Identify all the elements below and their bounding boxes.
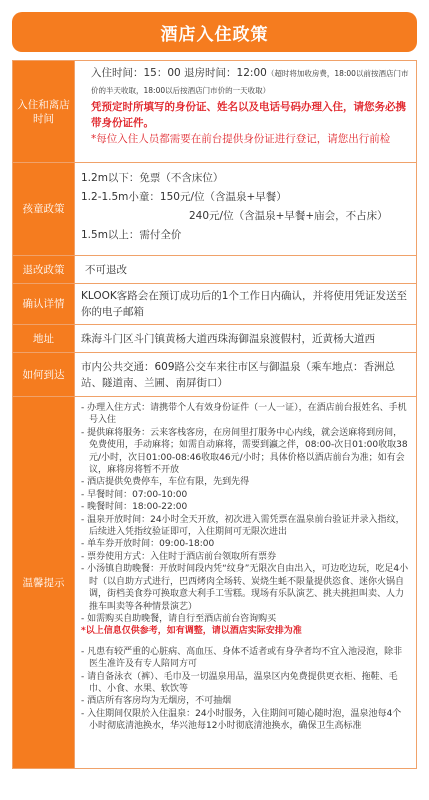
row-checkin xyxy=(13,61,416,162)
tip-item: - 请自备泳衣（裤）、毛巾及一切温泉用品，温泉区内免费提供更衣柜、拖鞋、毛巾、小食、水果、软饮等 xyxy=(81,671,398,694)
value-address: 珠海斗门区斗门镇黄杨大道西珠海御温泉渡假村，近黄杨大道西 xyxy=(81,333,375,345)
tip-item: - 晚餐时间：18:00-22:00 xyxy=(81,502,188,513)
value-route: 市内公共交通：609路公交车来往市区与御温泉（乘车地点：香洲总站、隧道南、兰圃、南屏街口） xyxy=(81,361,396,389)
label-route: 如何到达 xyxy=(13,353,75,396)
tip-item: - 酒店提供免费停车，车位有限，先到先得 xyxy=(81,477,250,488)
tip-item: - 早餐时间：07:00-10:00 xyxy=(81,489,188,500)
value-tips xyxy=(75,397,416,768)
label-address: 地址 xyxy=(13,325,75,352)
checkin-id-note: *每位入住人员都需要在前台提供身份证进行登记，请您出行前检 xyxy=(91,133,391,145)
label-child: 孩童政策 xyxy=(13,163,75,255)
value-child xyxy=(75,163,416,255)
value-checkin xyxy=(75,61,416,162)
label-checkin: 入住和离店时间 xyxy=(13,61,75,162)
row-route xyxy=(13,352,416,396)
tips-red-note: *以上信息仅供参考，如有调整，请以酒店实际安排为准 xyxy=(81,626,302,637)
child-line-2: 1.2-1.5m小童：150元/位（含温泉+早餐） xyxy=(81,191,287,203)
tip-item: - 提供麻将服务：云来客栈客房，在房间里打服务中心内线，就会送麻将到房间，免费使用，手动麻将；如需自动麻将，需要到瀛之伴，08:00-次日01:00收取38元/小时，次日01:00-08:46收取46元/小时；具体价格以酒店前台为准；如有会议，麻将房将暂不开放 xyxy=(81,427,408,476)
row-address xyxy=(13,324,416,352)
checkin-time-note: （超时将加收房费，18:00以前按酒店门市价的半天收取，18:00以后按酒店门市价的一天收取） xyxy=(91,69,409,95)
page-title: 酒店入住政策 xyxy=(12,12,417,52)
label-confirm: 确认详情 xyxy=(13,284,75,324)
tip-item: - 入住期间仅限於入住温泉：24小时服务，入住期间可随心随时泡，温泉池每4个小时彻底清池换水，华兴池每12小时彻底清池换水，确保卫生高标准 xyxy=(81,708,402,732)
tip-item: - 单车券开放时间：09:00-18:00 xyxy=(81,539,215,550)
tip-item: - 票券使用方式：入住时于酒店前台领取所有票券 xyxy=(81,551,277,562)
label-tips: 温馨提示 xyxy=(13,397,75,768)
tip-item: - 办理入住方式：请携带个人有效身份证件（一人一证），在酒店前台报姓名、手机号入住 xyxy=(81,403,407,426)
checkin-time: 入住时间：15：00 退房时间：12:00 xyxy=(91,67,267,79)
value-confirm: KLOOK客路会在预订成功后的1个工作日内确认，并将使用凭证发送至你的电子邮箱 xyxy=(81,290,407,318)
row-child xyxy=(13,162,416,255)
label-refund: 退改政策 xyxy=(13,256,75,283)
row-tips xyxy=(13,396,416,768)
value-refund: 不可退改 xyxy=(85,264,127,276)
tip-item: - 温泉开放时间：24小时全天开放，初次进入需凭票在温泉前台验证并录入指纹，后续进入凭指纹验证即可，入住期间可无限次进出 xyxy=(81,514,405,538)
child-line-3: 240元/位（含温泉+早餐+庙会，不占床） xyxy=(189,210,388,222)
tip-item: - 酒店所有客房均为无烟房，不可抽烟 xyxy=(81,696,232,707)
policy-table xyxy=(12,60,417,769)
tip-item: - 小汤镇自助晚餐：开放时间段内凭“纹身”无限次自由出入，可边吃边玩，吃足4小时（以自助方式进行，巴西烤肉全场转、炭烧生蚝不限量提供恣食、迷你火锅自调，街档美食券可换取意大利手工雪糕。现场有乐队演艺、挑夫挑担叫卖、人力推车叫卖等各种情景演艺） xyxy=(81,564,409,612)
checkin-warning: 凭预定时所填写的身份证、姓名以及电话号码办理入住，请您务必携带身份证件。 xyxy=(91,101,406,129)
tip-item: - 如需购买自助晚餐，请自行至酒店前台咨询购买 xyxy=(81,613,277,624)
child-line-1: 1.2m以下：免票（不含床位） xyxy=(81,172,224,184)
tip-item: - 凡患有较严重的心脏病、高血压、身体不适者或有身孕者均不宜入池浸泡，除非医生准许及有专人陪同方可 xyxy=(81,646,403,670)
child-line-4: 1.5m以上：需付全价 xyxy=(81,229,182,241)
row-refund xyxy=(13,255,416,283)
row-confirm xyxy=(13,283,416,324)
